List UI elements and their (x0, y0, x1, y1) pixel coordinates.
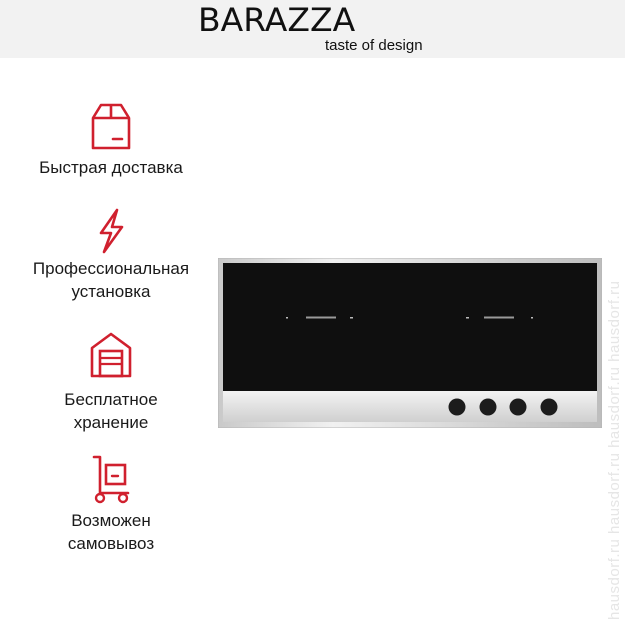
feature-storage (0, 328, 222, 434)
feature-installation (0, 207, 222, 303)
feature-storage-label: Бесплатное хранение (64, 390, 158, 432)
watermark: hausdorf.ru hausdorf.ru hausdorf.ru hausdorf.ru (606, 280, 623, 620)
knob-4 (541, 399, 558, 416)
lightning-icon (84, 207, 138, 257)
knob-1 (449, 399, 466, 416)
trolley-icon (84, 453, 138, 509)
header (0, 0, 625, 58)
warehouse-icon (84, 328, 138, 388)
brand-logo: BARAZZA (198, 0, 356, 39)
brand-tagline: taste of design (325, 37, 423, 54)
feature-installation-label: Профессиональная установка (32, 259, 190, 301)
feature-pickup (0, 453, 222, 555)
feature-delivery (0, 98, 222, 179)
knob-3 (510, 399, 527, 416)
feature-pickup-label: Возможен самовывоз (67, 511, 155, 553)
feature-delivery-label: Быстрая доставка (39, 158, 183, 177)
knob-2 (480, 399, 497, 416)
box-icon (84, 98, 138, 156)
cooktop-image (218, 258, 602, 428)
